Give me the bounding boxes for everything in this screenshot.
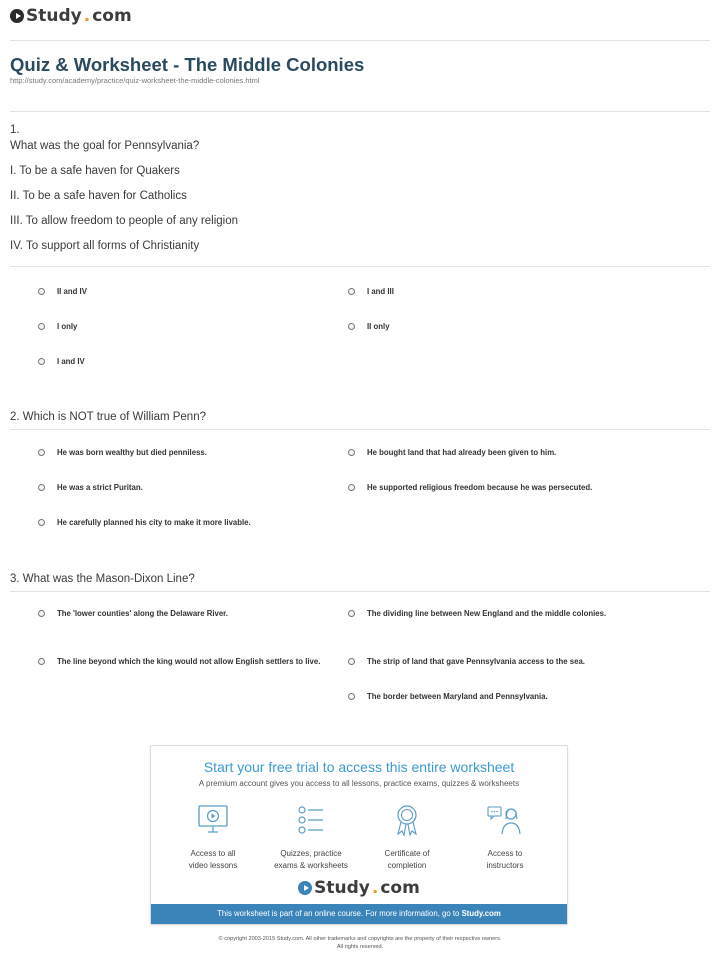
title-divider [10, 111, 710, 112]
feature-instructors [457, 804, 553, 872]
feature-certificate [359, 804, 455, 872]
logo-tld: com [380, 878, 420, 898]
feature-label [359, 848, 455, 872]
answer-label: I and IV [57, 357, 85, 366]
radio-button[interactable] [38, 323, 45, 330]
answer-label: He was a strict Puritan. [57, 483, 143, 492]
free-trial-panel [150, 745, 568, 925]
answer-label: He supported religious freedom because he was persecuted. [367, 483, 593, 492]
certificate-ribbon-icon [359, 804, 455, 836]
answer-option[interactable] [348, 321, 638, 332]
answer-option[interactable] [38, 321, 318, 332]
cta-heading[interactable]: Start your free trial to access this entire worksheet [203, 759, 515, 775]
play-logo-icon [10, 9, 24, 23]
feature-label-line: Access to [487, 849, 523, 858]
answer-option[interactable] [348, 482, 668, 493]
question-1-statement: I. To be a safe haven for Quakers [10, 165, 180, 177]
answer-label: The strip of land that gave Pennsylvania access to the sea. [367, 657, 585, 666]
answer-label: I and III [367, 287, 394, 296]
radio-button[interactable] [348, 484, 355, 491]
logo-tld: com [92, 6, 132, 26]
answer-label: He was born wealthy but died penniless. [57, 448, 207, 457]
instructor-chat-icon [457, 804, 553, 836]
answer-option[interactable] [38, 356, 318, 367]
radio-button[interactable] [38, 610, 45, 617]
answer-option[interactable] [38, 608, 328, 619]
answer-label: The 'lower counties' along the Delaware River. [57, 609, 228, 618]
radio-button[interactable] [348, 610, 355, 617]
feature-label [263, 848, 359, 872]
radio-button[interactable] [348, 658, 355, 665]
logo-name: Study [26, 6, 82, 26]
answer-option[interactable] [348, 608, 628, 619]
course-info-text: This worksheet is part of an online course. For more information, go to [217, 909, 462, 918]
video-screen-icon [165, 804, 261, 836]
page-title: Quiz & Worksheet - The Middle Colonies [10, 54, 365, 75]
logo-dot: . [83, 6, 91, 26]
answer-option[interactable] [38, 517, 338, 528]
question-1-number: 1. [10, 124, 20, 136]
answer-option[interactable] [38, 482, 328, 493]
answer-option[interactable] [348, 286, 638, 297]
radio-button[interactable] [38, 484, 45, 491]
feature-label-line: video lessons [188, 861, 238, 870]
copyright-line: © copyright 2003-2015 Study.com. All other trademarks and copyrights are the property of their respective owners. [218, 936, 502, 942]
radio-button[interactable] [38, 449, 45, 456]
answer-option[interactable] [38, 447, 328, 458]
answer-label: The line beyond which the king would not allow English settlers to live. [57, 657, 321, 666]
answer-option[interactable] [348, 447, 648, 458]
feature-label-line: instructors [486, 861, 524, 870]
radio-button[interactable] [38, 288, 45, 295]
answer-option[interactable] [348, 691, 648, 702]
answer-option[interactable] [348, 656, 648, 667]
cta-subheading: A premium account gives you access to all lessons, practice exams, quizzes & worksheets [198, 779, 520, 788]
logo-name: Study [314, 878, 370, 898]
feature-label-line: exams & worksheets [274, 861, 348, 870]
radio-button[interactable] [348, 288, 355, 295]
answer-label: He carefully planned his city to make it more livable. [57, 518, 251, 527]
answer-option[interactable] [38, 656, 338, 667]
feature-quizzes [263, 804, 359, 872]
question-2-prompt: 2. Which is NOT true of William Penn? [10, 411, 206, 423]
question-1-divider [10, 266, 710, 267]
feature-label-line: Quizzes, practice [280, 849, 342, 858]
radio-button[interactable] [38, 358, 45, 365]
radio-button[interactable] [38, 519, 45, 526]
answer-label: He bought land that had already been given to him. [367, 448, 557, 457]
checklist-icon [263, 804, 359, 836]
radio-button[interactable] [38, 658, 45, 665]
course-info-bar [151, 904, 567, 924]
answer-label: The border between Maryland and Pennsylvania. [367, 692, 548, 701]
question-2-divider [10, 429, 710, 430]
feature-label [457, 848, 553, 872]
rights-line: All rights reserved. [336, 944, 384, 950]
answer-label: The dividing line between New England and the middle colonies. [367, 609, 607, 618]
answer-label: II and IV [57, 287, 87, 296]
question-1-statement: II. To be a safe haven for Catholics [10, 190, 187, 202]
feature-video-lessons [165, 804, 261, 872]
question-1-prompt: What was the goal for Pennsylvania? [10, 140, 200, 152]
study-logo[interactable] [10, 6, 132, 26]
question-1-statement: IV. To support all forms of Christianity [10, 240, 200, 252]
logo-dot: . [371, 878, 379, 898]
radio-button[interactable] [348, 693, 355, 700]
cta-study-logo[interactable] [151, 878, 567, 898]
feature-label-line: Access to all [190, 849, 236, 858]
question-3-prompt: 3. What was the Mason-Dixon Line? [10, 573, 195, 585]
radio-button[interactable] [348, 323, 355, 330]
feature-label-line: Certificate of [384, 849, 430, 858]
answer-label: I only [57, 322, 78, 331]
play-logo-icon [298, 881, 312, 895]
radio-button[interactable] [348, 449, 355, 456]
answer-label: II only [367, 322, 390, 331]
feature-label-line: completion [387, 861, 427, 870]
header-divider [10, 40, 710, 41]
page-url[interactable]: http://study.com/academy/practice/quiz-worksheet-the-middle-colonies.html [10, 76, 260, 85]
question-3-divider [10, 591, 710, 592]
question-1-statement: III. To allow freedom to people of any religion [10, 215, 239, 227]
feature-label [165, 848, 261, 872]
answer-option[interactable] [38, 286, 318, 297]
study-link[interactable]: Study.com [461, 909, 501, 918]
